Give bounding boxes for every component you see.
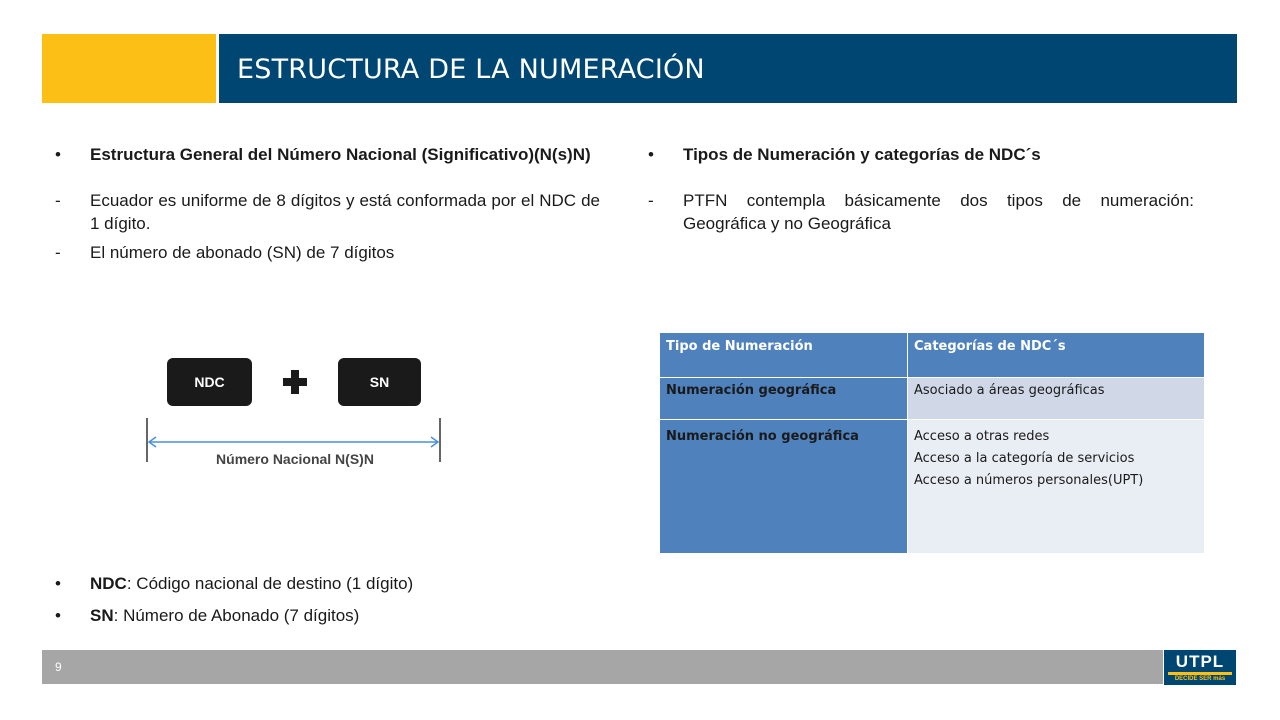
right-column: [648, 143, 1194, 235]
logo-tagline: DECIDE SER más: [1174, 676, 1226, 682]
footer-bar: [42, 650, 1237, 684]
dash-icon: -: [648, 191, 654, 210]
dash-icon: -: [55, 243, 61, 262]
left-column: [55, 143, 600, 264]
bullet-item: [55, 604, 600, 627]
category-item: Asociado a áreas geográficas: [914, 383, 1105, 398]
dash-item: [648, 189, 1194, 235]
category-item: Acceso a números personales(UPT): [914, 473, 1144, 488]
table-row: [660, 420, 1205, 554]
right-heading: Tipos de Numeración y categorías de NDC´s: [683, 145, 1041, 164]
bullet-item: [55, 143, 600, 166]
definition-text: : Número de Abonado (7 dígitos): [113, 606, 360, 625]
bullet-icon: •: [648, 145, 654, 164]
plus-icon: [283, 370, 307, 394]
table-row: [660, 378, 1205, 420]
table-header-cell: Categorías de NDC´s: [908, 333, 1205, 378]
dash-item: [55, 241, 600, 264]
table-cell-categories: [908, 420, 1205, 554]
dash-item: [55, 189, 600, 235]
left-point-2: El número de abonado (SN) de 7 dígitos: [90, 243, 395, 262]
dash-icon: -: [55, 191, 61, 210]
definition-term: NDC: [90, 574, 127, 593]
number-structure-diagram: [140, 350, 450, 480]
bullet-item: [55, 572, 600, 595]
sn-box: SN: [338, 358, 421, 406]
left-point-1: Ecuador es uniforme de 8 dígitos y está conformada por el NDC de 1 dígito.: [90, 191, 600, 233]
bullet-icon: •: [55, 145, 61, 164]
table-cell-type: Numeración no geográfica: [660, 420, 908, 554]
table-header-row: [660, 333, 1205, 378]
title-bar: [42, 34, 1237, 103]
title-banner: [219, 34, 1237, 103]
definitions-list: [55, 572, 600, 627]
bullet-icon: •: [55, 606, 61, 625]
numbering-table: [659, 332, 1205, 554]
definition-term: SN: [90, 606, 114, 625]
ndc-box: NDC: [167, 358, 252, 406]
logo-stripe: [1168, 672, 1232, 675]
bullet-item: [648, 143, 1194, 166]
category-item: Acceso a otras redes: [914, 429, 1050, 444]
definition-text: : Código nacional de destino (1 dígito): [126, 574, 414, 593]
page-title: ESTRUCTURA DE LA NUMERACIÓN: [237, 54, 705, 85]
table-header-cell: Tipo de Numeración: [660, 333, 908, 378]
left-heading: Estructura General del Número Nacional (Significativo)(N(s)N): [90, 145, 591, 164]
table-cell-categories: [908, 378, 1205, 420]
logo-text: UTPL: [1175, 652, 1225, 671]
title-accent-block: [42, 34, 216, 103]
category-item: Acceso a la categoría de servicios: [914, 451, 1135, 466]
table-cell-type: Numeración geográfica: [660, 378, 908, 420]
right-point-1: PTFN contempla básicamente dos tipos de numeración: Geográfica y no Geográfica: [683, 191, 1194, 233]
range-label: Número Nacional N(S)N: [216, 451, 374, 467]
utpl-logo: [1163, 649, 1237, 686]
page-number: 9: [55, 660, 62, 674]
bullet-icon: •: [55, 574, 61, 593]
